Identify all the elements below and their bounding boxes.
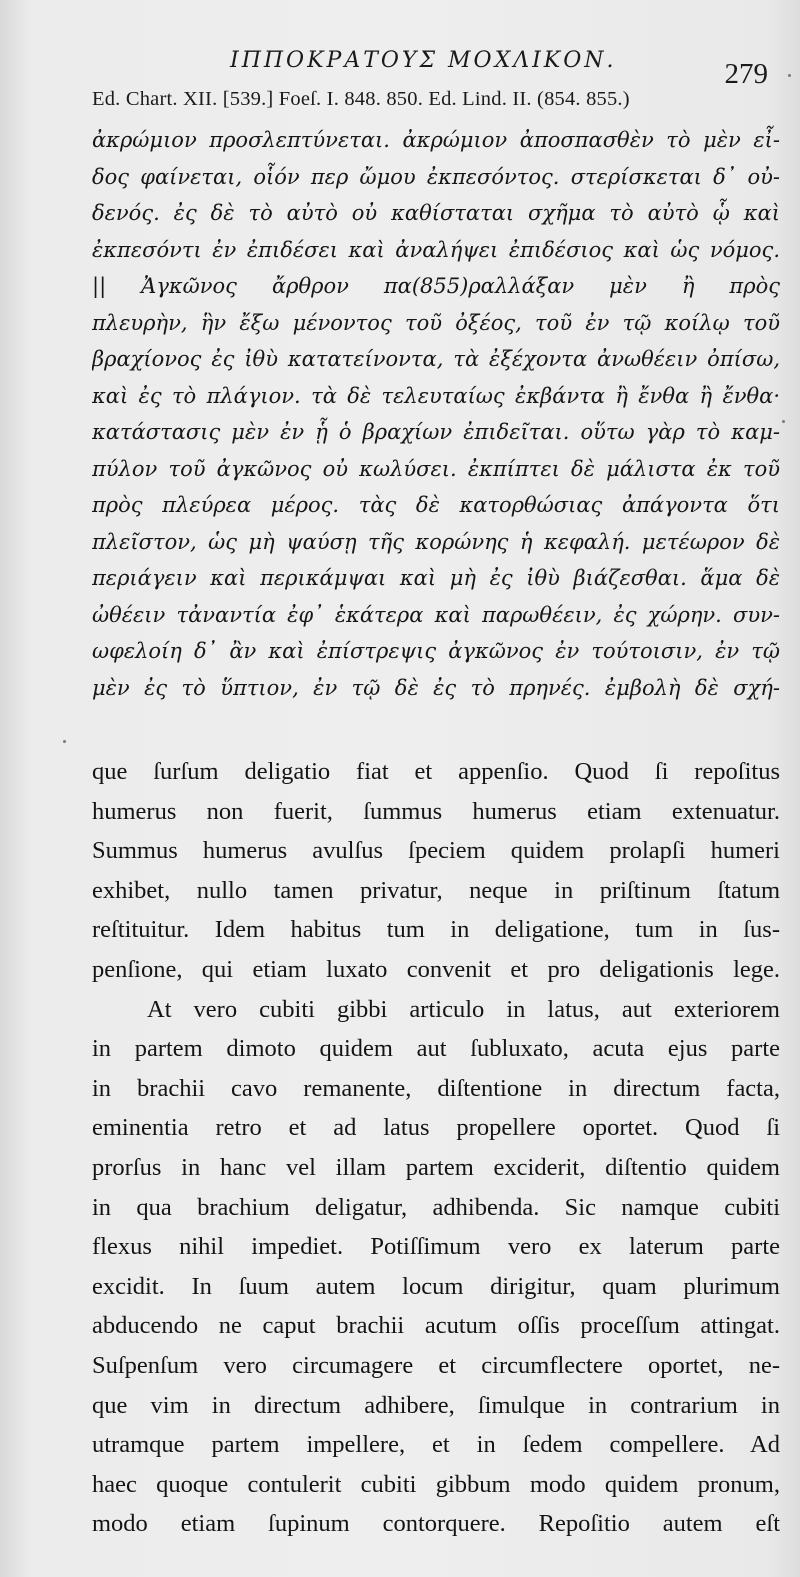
- greek-line: καὶ ἐς τὸ πλάγιον. τὰ δὲ τελευταίως ἐκβάντα ἢ ἔνθα ἢ ἔνθα·: [92, 383, 780, 408]
- greek-line: ωφελοίη δ᾽ ἂν καὶ ἐπίστρεψις ἀγκῶνος ἐν τούτοισιν, ἐν τῷ: [92, 639, 780, 663]
- greek-line: κατάστασις μὲν ἐν ᾗ ὁ βραχίων ἐπιδεῖται. οὕτω γὰρ τὸ καμ-: [92, 420, 780, 444]
- latin-line: reſtituitur. Idem habitus tum in deligatione, tum in ſus-: [92, 916, 780, 944]
- latin-line: excidit. In ſuum autem locum dirigitur, quam plurimum: [92, 1272, 780, 1300]
- latin-line: eminentia retro et ad latus propellere oportet. Quod ſi: [92, 1114, 780, 1142]
- greek-line: μὲν ἐς τὸ ὕπτιον, ἐν τῷ δὲ ἐς τὸ πρηνές. ἐμβολὴ δὲ σχή-: [92, 675, 780, 700]
- latin-line: in partem dimoto quidem aut ſubluxato, acuta ejus parte: [92, 1035, 780, 1063]
- paper-speck: [63, 740, 66, 743]
- latin-line: penſione, qui etiam luxato convenit et pro deligationis lege.: [92, 955, 780, 983]
- greek-line: ἐκπεσόντι ἐν ἐπιδέσει καὶ ἀναλήψει ἐπιδέσιος καὶ ὡς νόμος.: [92, 237, 780, 262]
- latin-line: prorſus in hanc vel illam partem exciderit, diſtentio quidem: [92, 1153, 780, 1181]
- latin-line: modo etiam ſupinum contorquere. Repoſitio autem eſt: [92, 1510, 780, 1538]
- latin-line: abducendo ne caput brachii acutum oſſis proceſſum attingat.: [92, 1312, 780, 1340]
- latin-line: At vero cubiti gibbi articulo in latus, aut exteriorem: [147, 995, 780, 1023]
- greek-line: || Ἀγκῶνος ἄρθρον πα(855)ραλλάξαν μὲν ἢ πρὸς: [92, 274, 780, 298]
- greek-line: πλευρὴν, ἣν ἔξω μένοντος τοῦ ὀξέος, τοῦ ἐν τῷ κοίλῳ τοῦ: [92, 310, 780, 335]
- greek-line: πύλον τοῦ ἀγκῶνος οὐ κωλύσει. ἐκπίπτει δὲ μάλιστα ἐκ τοῦ: [92, 456, 780, 481]
- latin-line: in brachii cavo remanente, diſtentione in directum facta,: [92, 1074, 780, 1102]
- greek-text-block: [92, 122, 780, 706]
- latin-line: in qua brachium deligatur, adhibenda. Sic namque cubiti: [92, 1193, 780, 1221]
- latin-line: que vim in directum adhibere, ſimulque in contrarium in: [92, 1391, 780, 1419]
- greek-line: δος φαίνεται, οἷόν περ ὤμου ἐκπεσόντος. στερίσκεται δ᾽ οὐ-: [92, 164, 780, 189]
- greek-line: ὠθέειν τἀναντία ἐφ᾽ ἑκάτερα καὶ παρωθέειν, ἐς χώρην. συν-: [92, 602, 780, 627]
- page-number: 279: [724, 58, 768, 90]
- greek-line: πλεῖστον, ὡς μὴ ψαύσῃ τῆς κορώνης ἡ κεφαλή. μετέωρον δὲ: [92, 529, 780, 554]
- latin-line: exhibet, nullo tamen privatur, neque in priſtinum ſtatum: [92, 876, 780, 904]
- greek-line: περιάγειν καὶ περικάμψαι καὶ μὴ ἐς ἰθὺ βιάζεσθαι. ἅμα δὲ: [92, 566, 780, 590]
- greek-line: πρὸς πλεύρεα μέρος. τὰς δὲ κατορθώσιας ἀπάγοντα ὅτι: [92, 493, 780, 517]
- page-header: [80, 48, 778, 88]
- latin-line: humerus non fuerit, ſummus humerus etiam extenuatur.: [92, 797, 780, 825]
- latin-line: Summus humerus avulſus ſpeciem quidem prolapſi humeri: [92, 837, 780, 865]
- paper-speck: [788, 74, 791, 77]
- latin-line: que ſurſum deligatio fiat et appenſio. Quod ſi repoſitus: [92, 758, 780, 785]
- paper-speck: [782, 420, 785, 423]
- greek-line: δενός. ἐς δὲ τὸ αὐτὸ οὐ καθίσταται σχῆμα τὸ αὐτὸ ᾧ καὶ: [92, 201, 780, 225]
- edition-references: Ed. Chart. XII. [539.] Foeſ. I. 848. 850. Ed. Lind. II. (854. 855.): [92, 88, 630, 110]
- latin-line: flexus nihil impediet. Potiſſimum vero ex laterum parte: [92, 1233, 780, 1261]
- latin-line: Suſpenſum vero circumagere et circumflectere oportet, ne-: [92, 1351, 780, 1379]
- greek-line: ἀκρώμιον προσλεπτύνεται. ἀκρώμιον ἀποσπασθὲν τὸ μὲν εἶ-: [92, 128, 780, 152]
- running-title: ΙΠΠΟΚΡΑΤΟΥΣ ΜΟΧΛΙΚΟΝ.: [230, 48, 617, 73]
- greek-line: βραχίονος ἐς ἰθὺ κατατείνοντα, τὰ ἐξέχοντα ἀνωθέειν ὀπίσω,: [92, 347, 780, 371]
- latin-text-block: [92, 752, 780, 1544]
- latin-line: haec quoque contulerit cubiti gibbum modo quidem pronum,: [92, 1470, 780, 1498]
- latin-line: utramque partem impellere, et in ſedem compellere. Ad: [92, 1431, 780, 1459]
